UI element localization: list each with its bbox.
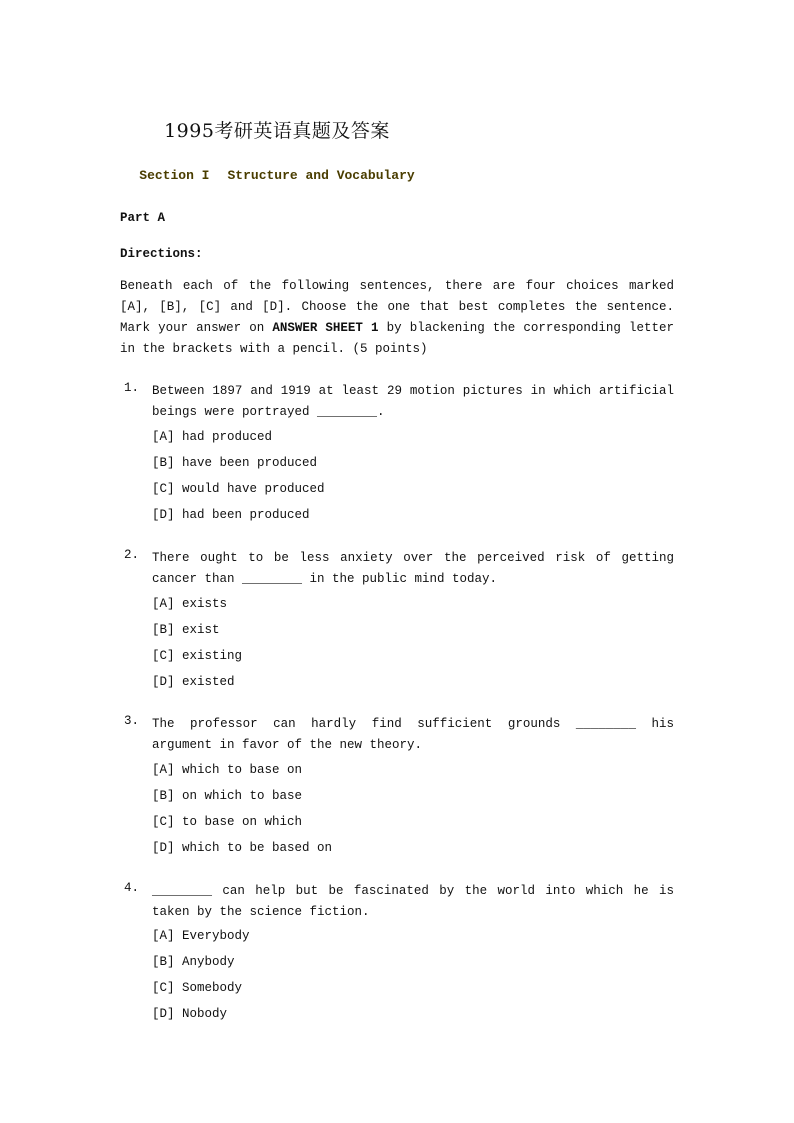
question-number: 4. — [124, 881, 140, 895]
section-name: Structure and Vocabulary — [227, 168, 415, 183]
option-a: [A] had produced — [152, 430, 273, 444]
option-b: [B] exist — [152, 623, 220, 637]
question-number: 2. — [124, 548, 140, 562]
question-stem: The professor can hardly find sufficient grounds ________ his argument in favor of the new theory. — [152, 717, 674, 752]
option-d: [D] had been produced — [152, 508, 310, 522]
question-stem: ________ can help but be fascinated by the world into which he is taken by the science fiction. — [152, 884, 674, 919]
part-label: Part A — [120, 211, 166, 225]
option-d: [D] Nobody — [152, 1007, 228, 1021]
option-a: [A] which to base on — [152, 763, 303, 777]
directions-text — [120, 276, 674, 360]
option-d: [D] which to be based on — [152, 841, 333, 855]
option-c: [C] Somebody — [152, 981, 243, 995]
section-heading — [0, 168, 674, 183]
answer-sheet-reference: ANSWER SHEET 1 — [272, 321, 379, 335]
question-stem: Between 1897 and 1919 at least 29 motion pictures in which artificial beings were portrayed ________. — [152, 384, 674, 419]
option-b: [B] on which to base — [152, 789, 303, 803]
option-b: [B] Anybody — [152, 955, 235, 969]
question-stem: There ought to be less anxiety over the perceived risk of getting cancer than ________ in the public mind today. — [152, 551, 674, 586]
option-c: [C] to base on which — [152, 815, 303, 829]
document-title: 1995考研英语真题及答案 — [164, 120, 390, 142]
directions-text-end: by blackening the corresponding letter in the brackets with a pencil. (5 points) — [120, 321, 674, 356]
question-number: 3. — [124, 714, 140, 728]
question-number: 1. — [124, 381, 140, 395]
section-number: Section I — [139, 168, 210, 183]
directions-label: Directions: — [120, 247, 203, 261]
option-a: [A] exists — [152, 597, 228, 611]
directions-text-start: Beneath each of the following sentences, there are four choices marked [A], [B], [C] and [D]. Choose the one that best completes the sentence. Mark your answer on — [120, 279, 674, 335]
option-b: [B] have been produced — [152, 456, 318, 470]
option-c: [C] existing — [152, 649, 243, 663]
option-d: [D] existed — [152, 675, 235, 689]
option-c: [C] would have produced — [152, 482, 325, 496]
option-a: [A] Everybody — [152, 929, 250, 943]
